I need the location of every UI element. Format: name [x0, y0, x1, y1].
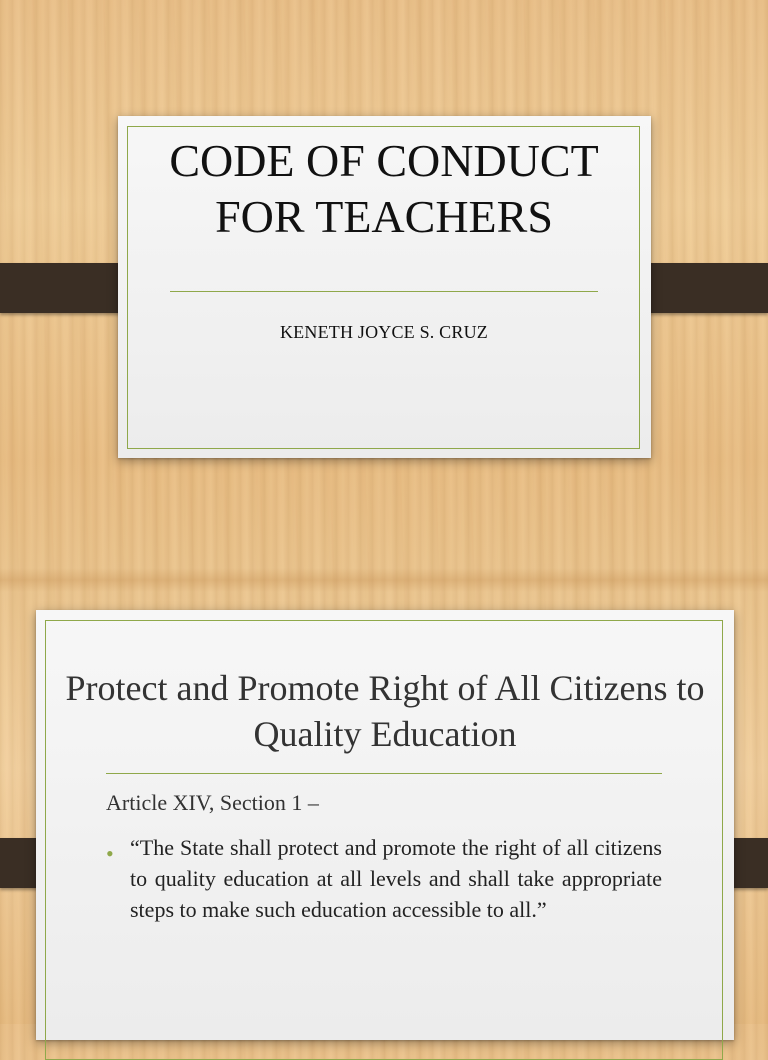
slide-2-subheading: Article XIV, Section 1 –: [106, 790, 319, 815]
wood-seam: [0, 568, 768, 592]
slide-1-title: CODE OF CONDUCT FOR TEACHERS: [169, 135, 599, 242]
slide-2-title-rule: [106, 773, 662, 774]
bullet-icon: •: [106, 841, 114, 866]
slide-1-title-rule: [170, 291, 598, 292]
slide-1-author: KENETH JOYCE S. CRUZ: [279, 322, 488, 342]
slide-2-title: Protect and Promote Right of All Citizens to Quality Education: [65, 668, 705, 754]
slide-2-bullet-text: “The State shall protect and promote the right of all citizens to quality education at all levels and shall take appropriate steps to make such education accessible to all.”: [130, 835, 662, 922]
